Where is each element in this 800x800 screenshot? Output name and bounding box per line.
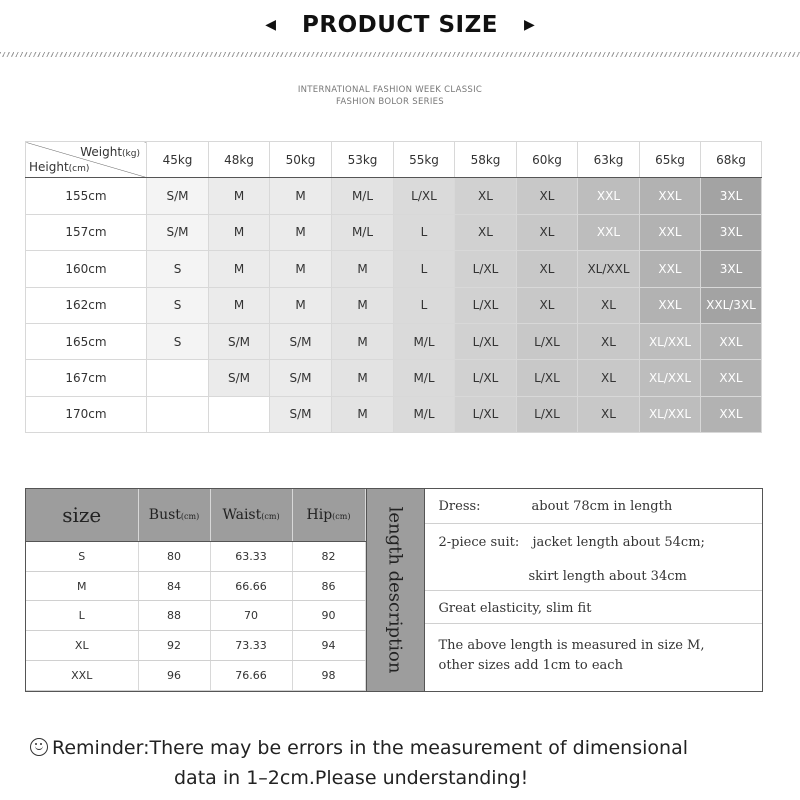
- size-cell: XL: [578, 323, 640, 359]
- page-title: PRODUCT SIZE: [302, 12, 498, 38]
- size-cell: XXL/3XL: [701, 287, 762, 323]
- measurement-row: [26, 601, 365, 631]
- size-cell: L/XL: [394, 178, 455, 214]
- size-cell: XL/XXL: [578, 251, 640, 287]
- desc-row-suit: [425, 523, 763, 591]
- size-cell: L/XL: [455, 323, 517, 359]
- size-cell: XXL: [640, 251, 701, 287]
- size-cell: S: [147, 287, 209, 323]
- suit-skirt: skirt length about 34cm: [528, 569, 687, 584]
- size-cell: M: [332, 251, 394, 287]
- height-cell: 162cm: [26, 287, 147, 323]
- measurement-hip: 94: [292, 631, 365, 661]
- desc-row-elasticity: [425, 590, 763, 624]
- measurement-row: [26, 541, 365, 571]
- measurement-hip: 82: [292, 541, 365, 571]
- size-cell: 3XL: [701, 251, 762, 287]
- measurement-size: XL: [26, 631, 138, 661]
- size-cell: L/XL: [517, 323, 578, 359]
- measurement-bust: 84: [138, 571, 210, 601]
- size-cell: M/L: [332, 214, 394, 250]
- size-cell: S: [147, 323, 209, 359]
- size-cell: M: [270, 214, 332, 250]
- elasticity-note: Great elasticity, slim fit: [438, 601, 592, 616]
- size-cell: [147, 396, 209, 432]
- measurement-waist: 70: [210, 601, 292, 631]
- size-chart-row: [26, 323, 762, 359]
- size-cell: M: [209, 214, 270, 250]
- size-cell: S/M: [270, 323, 332, 359]
- measurement-size: L: [26, 601, 138, 631]
- size-cell: M: [270, 178, 332, 214]
- suit-label: 2-piece suit:: [438, 535, 520, 550]
- size-chart: [25, 141, 762, 433]
- height-cell: 155cm: [26, 178, 147, 214]
- weight-label: Weight(kg): [80, 145, 140, 159]
- height-cell: 165cm: [26, 323, 147, 359]
- measurement-bust: 88: [138, 601, 210, 631]
- weight-header: 58kg: [455, 142, 517, 178]
- measurement-header-row: [26, 489, 365, 541]
- measurement-bust: 92: [138, 631, 210, 661]
- note-line-2: other sizes add 1cm to each: [438, 658, 623, 673]
- size-cell: XXL: [701, 360, 762, 396]
- size-cell: M: [209, 287, 270, 323]
- size-cell: M/L: [394, 396, 455, 432]
- height-cell: 160cm: [26, 251, 147, 287]
- height-label: Height(cm): [29, 160, 90, 175]
- size-cell: XL/XXL: [640, 323, 701, 359]
- size-cell: XXL: [640, 178, 701, 214]
- subtitle-line-2: FASHION BOLOR SERIES: [335, 97, 445, 107]
- size-cell: L/XL: [517, 360, 578, 396]
- weight-header: 65kg: [640, 142, 701, 178]
- height-cell: 167cm: [26, 360, 147, 396]
- size-cell: M/L: [332, 178, 394, 214]
- measurement-row: [26, 631, 365, 661]
- size-cell: M: [270, 287, 332, 323]
- weight-header: 50kg: [270, 142, 332, 178]
- weight-header: 63kg: [578, 142, 640, 178]
- desc-row-dress: [425, 489, 763, 524]
- size-cell: S/M: [270, 396, 332, 432]
- size-cell: XXL: [578, 214, 640, 250]
- size-cell: M: [332, 287, 394, 323]
- measurement-row: [26, 571, 365, 601]
- size-cell: M: [270, 251, 332, 287]
- size-header: size: [26, 489, 138, 541]
- desc-row-note: [425, 623, 763, 691]
- size-cell: XXL: [701, 323, 762, 359]
- size-cell: M: [209, 178, 270, 214]
- measurement-size: XXL: [26, 661, 138, 691]
- size-cell: L: [394, 287, 455, 323]
- dress-value: about 78cm in length: [531, 499, 673, 514]
- length-description-panel: [425, 489, 763, 691]
- measurement-hip: 86: [292, 571, 365, 601]
- size-cell: S/M: [147, 178, 209, 214]
- waist-unit: (cm): [261, 511, 280, 521]
- weight-height-corner: [26, 142, 147, 178]
- reminder-note: [30, 733, 790, 793]
- height-cell: 157cm: [26, 214, 147, 250]
- size-cell: L/XL: [455, 287, 517, 323]
- size-cell: S/M: [147, 214, 209, 250]
- size-cell: M: [332, 323, 394, 359]
- bust-header: Bust(cm): [138, 489, 210, 541]
- note-line-1: The above length is measured in size M,: [438, 638, 705, 653]
- bust-unit: (cm): [180, 511, 200, 521]
- size-cell: M: [332, 396, 394, 432]
- measurement-row: [26, 661, 365, 691]
- size-cell: S/M: [209, 360, 270, 396]
- size-cell: 3XL: [701, 178, 762, 214]
- size-cell: 3XL: [701, 214, 762, 250]
- reminder-line-1: Reminder:There may be errors in the measurement of dimensional: [30, 733, 790, 763]
- size-cell: XL/XXL: [640, 360, 701, 396]
- measurement-section: [25, 488, 763, 692]
- reminder-line-2: data in 1–2cm.Please understanding!: [174, 767, 529, 789]
- size-cell: XL: [455, 178, 517, 214]
- weight-header: 48kg: [209, 142, 270, 178]
- left-arrow-icon: ◀: [265, 17, 276, 33]
- page-header: [0, 0, 800, 50]
- size-cell: XXL: [640, 214, 701, 250]
- size-cell: XL: [578, 396, 640, 432]
- measurement-size: M: [26, 571, 138, 601]
- size-chart-header-row: [26, 142, 762, 178]
- smiley-icon: [30, 738, 48, 756]
- size-cell: S: [147, 251, 209, 287]
- size-cell: M/L: [394, 360, 455, 396]
- right-arrow-icon: ▶: [523, 17, 535, 33]
- measurement-waist: 73.33: [210, 631, 292, 661]
- length-description-label: length description: [366, 489, 425, 691]
- measurement-size: S: [26, 541, 138, 571]
- size-cell: XXL: [701, 396, 762, 432]
- size-cell: L: [394, 251, 455, 287]
- measurement-waist: 76.66: [210, 661, 292, 691]
- size-cell: L/XL: [455, 251, 517, 287]
- measurement-waist: 63.33: [210, 541, 292, 571]
- hip-header: Hip(cm): [292, 489, 365, 541]
- size-cell: S/M: [270, 360, 332, 396]
- size-cell: XL: [517, 251, 578, 287]
- size-chart-row: [26, 178, 762, 214]
- size-cell: XL: [517, 178, 578, 214]
- size-chart-row: [26, 287, 762, 323]
- weight-header: 68kg: [701, 142, 762, 178]
- size-cell: L/XL: [455, 396, 517, 432]
- size-cell: XL: [455, 214, 517, 250]
- weight-header: 60kg: [517, 142, 578, 178]
- waist-header: Waist(cm): [210, 489, 292, 541]
- size-cell: XL: [517, 287, 578, 323]
- size-chart-row: [26, 396, 762, 432]
- measurement-bust: 80: [138, 541, 210, 571]
- size-cell: L: [394, 214, 455, 250]
- measurement-hip: 98: [292, 661, 365, 691]
- size-cell: XXL: [578, 178, 640, 214]
- measurement-waist: 66.66: [210, 571, 292, 601]
- size-cell: M/L: [394, 323, 455, 359]
- measurement-hip: 90: [292, 601, 365, 631]
- size-cell: M: [332, 360, 394, 396]
- weight-header: 55kg: [394, 142, 455, 178]
- size-cell: L/XL: [455, 360, 517, 396]
- size-chart-row: [26, 360, 762, 396]
- size-cell: XL: [578, 360, 640, 396]
- measurement-table: [26, 489, 366, 691]
- subtitle-line-1: INTERNATIONAL FASHION WEEK CLASSIC: [297, 85, 483, 95]
- hip-unit: (cm): [332, 511, 351, 521]
- measurement-bust: 96: [138, 661, 210, 691]
- height-cell: 170cm: [26, 396, 147, 432]
- size-cell: XL: [578, 287, 640, 323]
- dress-label: Dress:: [438, 499, 481, 514]
- size-cell: L/XL: [517, 396, 578, 432]
- size-chart-row: [26, 214, 762, 250]
- series-subtitle: [0, 84, 780, 108]
- size-cell: XL/XXL: [640, 396, 701, 432]
- weight-header: 45kg: [147, 142, 209, 178]
- weight-header: 53kg: [332, 142, 394, 178]
- size-cell: XL: [517, 214, 578, 250]
- size-chart-row: [26, 251, 762, 287]
- size-cell: XXL: [640, 287, 701, 323]
- size-cell: [147, 360, 209, 396]
- header-divider: [0, 52, 800, 57]
- suit-jacket: jacket length about 54cm;: [532, 535, 705, 550]
- size-cell: [209, 396, 270, 432]
- size-cell: S/M: [209, 323, 270, 359]
- size-cell: M: [209, 251, 270, 287]
